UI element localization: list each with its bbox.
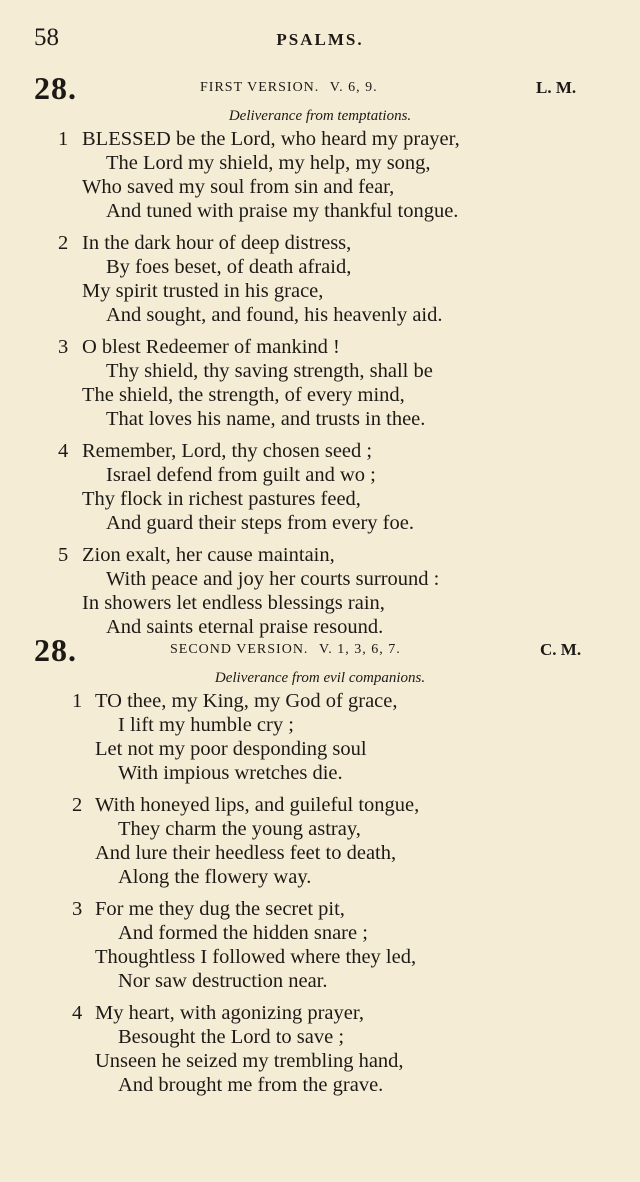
psalm-heading <box>0 632 640 666</box>
verse-line: Thy shield, thy saving strength, shall be <box>106 360 433 382</box>
verses-reference: V. 1, 3, 6, 7. <box>318 642 401 657</box>
verse-line: For me they dug the secret pit, <box>95 898 345 920</box>
verse-line: Who saved my soul from sin and fear, <box>82 176 395 198</box>
verse-line: My heart, with agonizing prayer, <box>95 1002 365 1024</box>
stanza-number: 1 <box>72 690 83 712</box>
verse-line: In the dark hour of deep distress, <box>82 232 352 254</box>
verse-line: And sought, and found, his heavenly aid. <box>106 304 443 326</box>
verse-line: TO thee, my King, my God of grace, <box>95 690 398 712</box>
stanza-number: 4 <box>58 440 69 462</box>
verse-line: In showers let endless blessings rain, <box>82 592 385 614</box>
verse-line: I lift my humble cry ; <box>118 714 294 736</box>
stanza-number: 5 <box>58 544 69 566</box>
verse-line: With peace and joy her courts surround : <box>106 568 440 590</box>
verse-line: My spirit trusted in his grace, <box>82 280 324 302</box>
version-name: FIRST VERSION. <box>200 80 320 95</box>
stanza <box>0 439 640 535</box>
verse-line: BLESSED be the Lord, who heard my prayer, <box>82 128 460 150</box>
verse-line: The Lord my shield, my help, my song, <box>106 152 431 174</box>
verse-line: And formed the hidden snare ; <box>118 922 368 944</box>
verse-line: And tuned with praise my thankful tongue. <box>106 200 459 222</box>
verse-line: And lure their heedless feet to death, <box>95 842 397 864</box>
stanza <box>0 543 640 639</box>
stanza-number: 3 <box>58 336 69 358</box>
verse-line: Besought the Lord to save ; <box>118 1026 345 1048</box>
verse-line: With honeyed lips, and guileful tongue, <box>95 794 420 816</box>
verse-line: Thy flock in richest pastures feed, <box>82 488 361 510</box>
psalm-heading <box>0 70 640 104</box>
stanza-number: 2 <box>72 794 83 816</box>
verse-line: Let not my poor desponding soul <box>95 738 367 760</box>
verse-line: The shield, the strength, of every mind, <box>82 384 405 406</box>
stanza-number: 1 <box>58 128 69 150</box>
meter-label: C. M. <box>540 640 582 659</box>
psalm-first-version <box>0 70 640 647</box>
stanza <box>0 793 640 889</box>
verse-line: Thoughtless I followed where they led, <box>95 946 417 968</box>
stanza-number: 2 <box>58 232 69 254</box>
psalm-number: 28. <box>34 632 77 668</box>
verse-line: Nor saw destruction near. <box>118 970 328 992</box>
stanza <box>0 127 640 223</box>
meter-label: L. M. <box>536 78 577 97</box>
stanza <box>0 689 640 785</box>
stanza <box>0 1001 640 1097</box>
verse-line: Remember, Lord, thy chosen seed ; <box>82 440 373 462</box>
version-label <box>170 642 401 658</box>
version-label <box>200 80 378 96</box>
verses-reference: V. 6, 9. <box>329 80 378 95</box>
stanza-number: 4 <box>72 1002 83 1024</box>
verse-line: Unseen he seized my trembling hand, <box>95 1050 404 1072</box>
verse-line: And guard their steps from every foe. <box>106 512 414 534</box>
verse-line: Zion exalt, her cause maintain, <box>82 544 335 566</box>
stanza <box>0 335 640 431</box>
verse-line: That loves his name, and trusts in thee. <box>106 408 426 430</box>
psalm-second-version <box>0 632 640 1105</box>
verse-line: They charm the young astray, <box>118 818 361 840</box>
running-title: PSALMS. <box>276 30 364 49</box>
stanza <box>0 231 640 327</box>
verse-line: And brought me from the grave. <box>118 1074 384 1096</box>
stanza <box>0 897 640 993</box>
page-number: 58 <box>34 24 59 51</box>
psalm-number: 28. <box>34 70 77 106</box>
version-name: SECOND VERSION. <box>170 642 309 657</box>
verse-line: By foes beset, of death afraid, <box>106 256 352 278</box>
hymn-subtitle: Deliverance from temptations. <box>228 108 412 124</box>
stanza-number: 3 <box>72 898 83 920</box>
verse-line: And saints eternal praise resound. <box>106 616 384 638</box>
verse-line: O blest Redeemer of mankind ! <box>82 336 340 358</box>
verse-line: With impious wretches die. <box>118 762 343 784</box>
running-head <box>0 24 640 54</box>
verse-line: Israel defend from guilt and wo ; <box>106 464 376 486</box>
verse-line: Along the flowery way. <box>118 866 312 888</box>
hymn-subtitle: Deliverance from evil companions. <box>214 670 426 686</box>
